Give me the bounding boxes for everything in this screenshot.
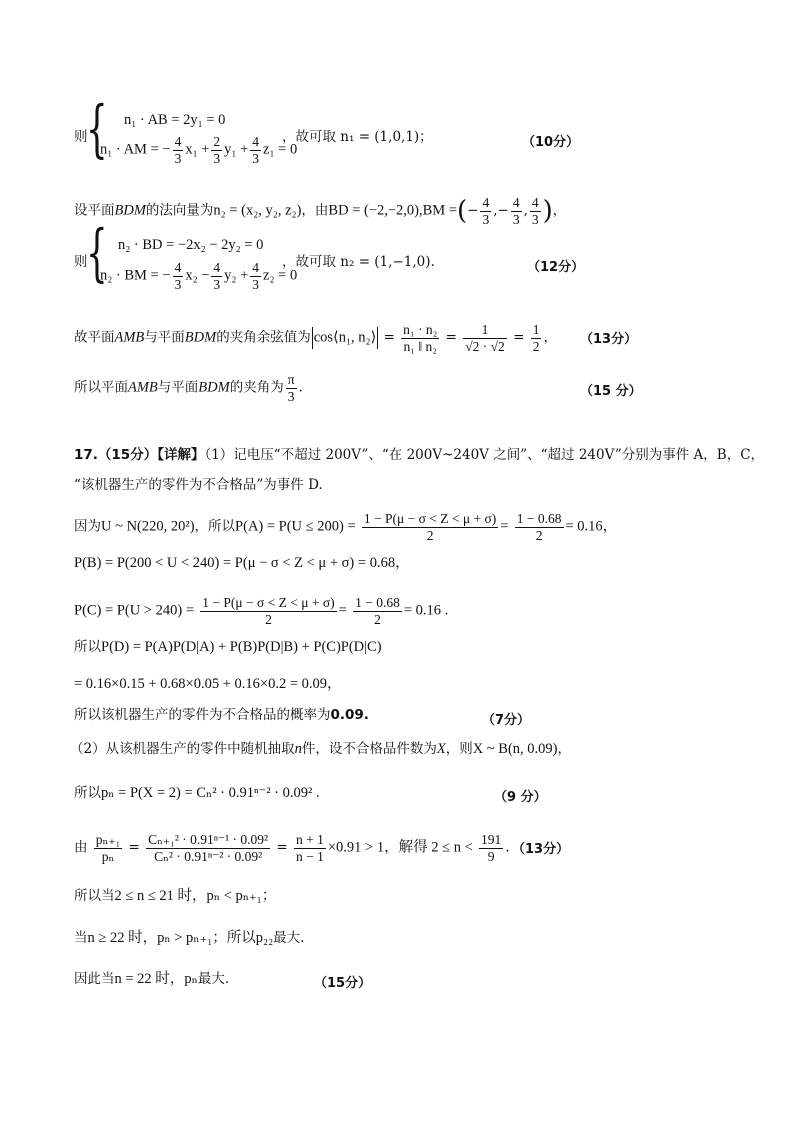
score-12: （12分） — [527, 260, 585, 275]
score-10: （10分） — [522, 135, 580, 150]
system2-eq1: n₂ · BD = −2x₂ − 2y₂ = 0 — [118, 237, 264, 253]
system-brace-1: { — [86, 92, 108, 165]
score-13: （13分） — [580, 332, 638, 347]
system1-eq1: n₁ · AB = 2y₁ = 0 — [124, 112, 226, 128]
probability-line: 所以该机器生产的零件为不合格品的概率为0.09. — [74, 707, 369, 723]
system2-result: ，故可取 n₂ = (1,−1,0). — [282, 254, 435, 270]
q17-header: 17.（15分）【详解】（1）记电压“不超过 200V”、“在 200V~240V 之间”、“超过 240V”分别为事件 A，B，C， — [74, 447, 765, 463]
normal-vector-bdm-line: 设平面BDM的法向量为n₂ = (x₂, y₂, z₂)，由BD = (−2,−2,0),BM =(− $\frac{4}{3}$ ,− $\frac{4}{3}$ , $\frac{4}{3}$ )， — [74, 195, 567, 227]
pb-line: P(B) = P(200 < U < 240) = P(μ − σ < Z < μ + σ) = 0.68， — [74, 555, 410, 571]
cosine-line: 故平面AMB与平面BDM的夹角余弦值为 cos⟨n₁, n₂⟩ = $\frac{\text{n₁ · n₂}}{\text{n₁ ‖ n₂}}$ = $\frac{1}{√2 \cdot √2}$ = $\frac{1}{2}$ ， — [74, 322, 557, 354]
score-15b: （15分） — [314, 976, 372, 991]
case1-line: 所以当2 ≤ n ≤ 21 时，pₙ < pₙ₊₁； — [74, 888, 277, 904]
pn-line: 所以pₙ = P(X = 2) = Cₙ² · 0.91ⁿ⁻² · 0.09² . — [74, 785, 320, 801]
score-13b: （13分） — [512, 842, 570, 857]
angle-line: 所以平面AMB与平面BDM的夹角为 $\frac{\pi}{3}$ . — [74, 372, 303, 404]
then-label-1: 则 — [74, 129, 88, 145]
score-15: （15 分） — [580, 384, 642, 399]
q17-event-d: “该机器生产的零件为不合格品”为事件 D. — [74, 477, 323, 493]
part2-line: （2）从该机器生产的零件中随机抽取n件，设不合格品件数为X，则X ~ B(n, 0.09)， — [70, 741, 571, 757]
case2-line: 当n ≥ 22 时，pₙ > pₙ₊₁；所以p₂₂最大. — [74, 930, 305, 946]
system1-result: ，故可取 n₁ = (1,0,1)； — [282, 129, 433, 145]
pd-calc-line: = 0.16×0.15 + 0.68×0.05 + 0.16×0.2 = 0.09， — [74, 676, 342, 692]
system2-eq2: n₂ · BM = − $\frac{4}{3}$ x₂ − $\frac{4}{3}$ y₂ + $\frac{4}{3}$ z₂ = 0 — [100, 260, 298, 292]
score-7: （7分） — [482, 713, 531, 728]
system-brace-2: { — [86, 216, 108, 289]
pc-line: P(C) = P(U > 240) = $\frac{1 - P(\mu - \sigma < Z < \mu + \sigma)}{2}$ = $\frac{1 - 0.68}{2}$ = 0.16 . — [74, 595, 449, 627]
pa-line: 因为U ~ N(220, 20²)，所以P(A) = P(U ≤ 200) = $\frac{1 - P(\mu - \sigma < Z < \mu + \sigma)}{2}$ = $\frac{1 - 0.68}{2}$ = 0.16， — [74, 511, 618, 543]
pd-line: 所以P(D) = P(A)P(D|A) + P(B)P(D|B) + P(C)P(D|C) — [74, 639, 382, 655]
conclusion-line: 因此当n = 22 时，pₙ最大. — [74, 971, 230, 987]
then-label-2: 则 — [74, 254, 88, 270]
ratio-line: 由 $\frac{\text{pₙ₊₁}}{\text{pₙ}}$ = $\frac{\text{Cₙ₊₁² · 0.91ⁿ⁻¹ · 0.09²}}{\text{Cₙ² · 0.91ⁿ⁻² · 0.09²}}$ = $\frac{n + 1}{n - 1}$ ×0.91 > 1，解得 2 ≤ n < $\frac{191}{9}$ . — [74, 832, 510, 864]
score-9: （9 分） — [494, 790, 547, 805]
system1-eq2: n₁ · AM = − $\frac{4}{3}$ x₁ + $\frac{2}{3}$ y₁ + $\frac{4}{3}$ z₁ = 0 — [100, 134, 298, 166]
